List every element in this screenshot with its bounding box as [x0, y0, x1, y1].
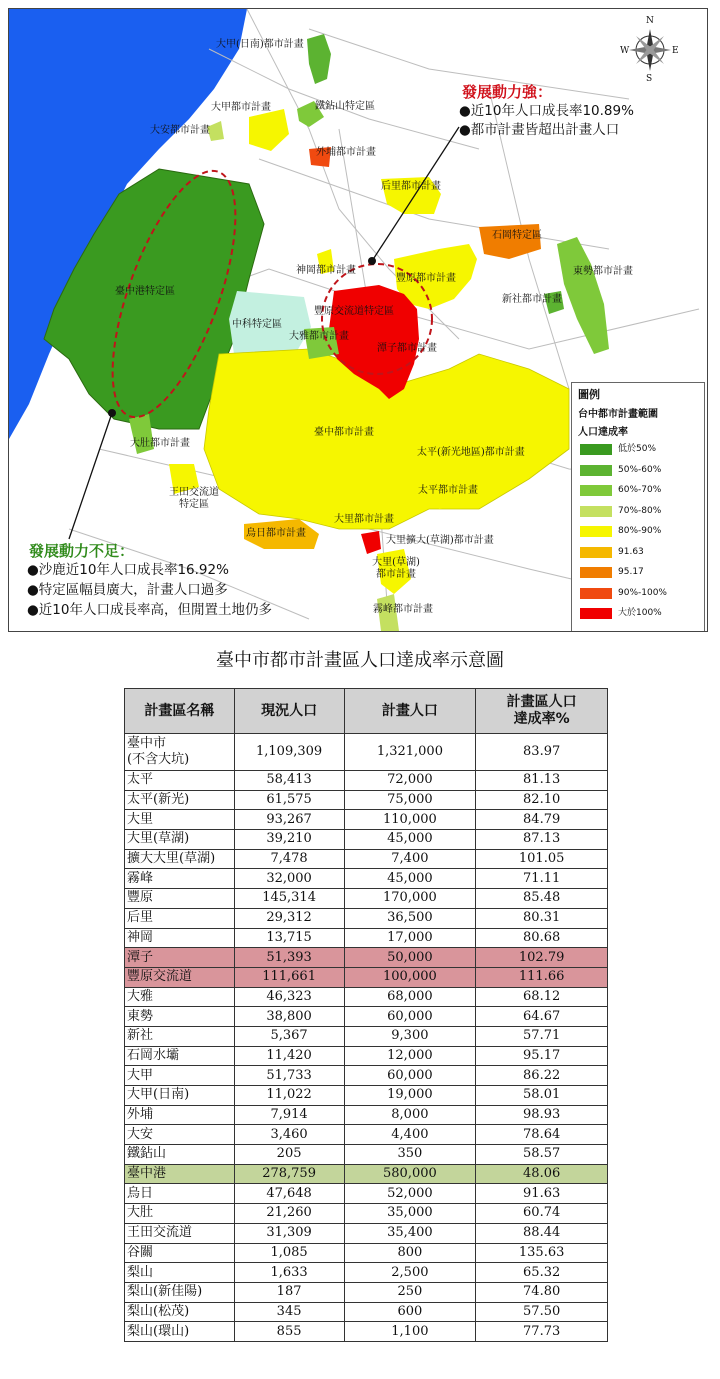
label-taichung-port: 臺中港特定區 — [115, 286, 175, 297]
label-dajia: 大甲都市計畫 — [211, 102, 271, 113]
legend-item — [580, 464, 700, 478]
cell-current: 47,648 — [234, 1184, 344, 1204]
table-row — [125, 1223, 608, 1243]
cell-name: 豐原交流道 — [125, 967, 235, 987]
cell-name: 王田交流道 — [125, 1223, 235, 1243]
cell-planned: 45,000 — [344, 869, 476, 889]
cell-rate: 82.10 — [476, 790, 608, 810]
compass-n: N — [646, 16, 654, 26]
cell-name: 豐原 — [125, 889, 235, 909]
legend-item — [580, 566, 700, 580]
cell-current: 205 — [234, 1145, 344, 1165]
legend-title: 圖例 — [578, 388, 600, 401]
label-waipu: 外埔都市計畫 — [316, 147, 376, 158]
cell-name: 大甲(日南) — [125, 1086, 235, 1106]
cell-rate: 68.12 — [476, 987, 608, 1007]
cell-planned: 600 — [344, 1302, 476, 1322]
label-daya: 大雅都市計畫 — [289, 331, 349, 342]
label-dajia-rinan: 大甲(日南)都市計畫 — [216, 39, 304, 50]
callout-strong-title: 發展動力強： — [462, 83, 553, 101]
cell-current: 11,022 — [234, 1086, 344, 1106]
label-dali: 大里都市計畫 — [334, 514, 394, 525]
cell-planned: 35,400 — [344, 1223, 476, 1243]
label-tiezhenshan: 鐵鉆山特定區 — [315, 101, 375, 112]
table-row — [125, 1125, 608, 1145]
table-row — [125, 1046, 608, 1066]
legend-label: 95.17 — [618, 567, 644, 577]
map-legend — [571, 382, 705, 632]
legend-label: 91.63 — [618, 546, 644, 557]
table-row — [125, 1105, 608, 1125]
legend-item — [580, 505, 700, 519]
cell-rate: 88.44 — [476, 1223, 608, 1243]
cell-rate: 101.05 — [476, 849, 608, 869]
cell-current: 145,314 — [234, 889, 344, 909]
weak-leader — [69, 413, 112, 539]
table-row — [125, 948, 608, 968]
table-row — [125, 1007, 608, 1027]
callout-weak-line: ●近10年人口成長率高，但閒置土地仍多 — [27, 602, 272, 618]
cell-name: 潭子 — [125, 948, 235, 968]
cell-planned: 800 — [344, 1243, 476, 1263]
cell-planned: 2,500 — [344, 1263, 476, 1283]
table-row — [125, 1282, 608, 1302]
cell-name: 梨山 — [125, 1263, 235, 1283]
cell-name: 烏日 — [125, 1184, 235, 1204]
cell-current: 46,323 — [234, 987, 344, 1007]
cell-rate: 65.32 — [476, 1263, 608, 1283]
table-row — [125, 810, 608, 830]
legend-label: 70%-80% — [618, 505, 662, 516]
cell-name: 鐵鉆山 — [125, 1145, 235, 1165]
cell-name: 擴大大里(草湖) — [125, 849, 235, 869]
cell-current: 61,575 — [234, 790, 344, 810]
cell-current: 187 — [234, 1282, 344, 1302]
cell-current: 1,109,309 — [234, 734, 344, 771]
cell-current: 855 — [234, 1322, 344, 1342]
table-row — [125, 928, 608, 948]
cell-name: 霧峰 — [125, 869, 235, 889]
cell-current: 93,267 — [234, 810, 344, 830]
table-row — [125, 987, 608, 1007]
cell-rate: 78.64 — [476, 1125, 608, 1145]
cell-rate: 98.93 — [476, 1105, 608, 1125]
population-table — [124, 688, 608, 1342]
cell-current: 39,210 — [234, 830, 344, 850]
cell-rate: 95.17 — [476, 1046, 608, 1066]
cell-name: 大安 — [125, 1125, 235, 1145]
cell-current: 51,393 — [234, 948, 344, 968]
cell-planned: 60,000 — [344, 1007, 476, 1027]
legend-swatch — [580, 608, 612, 619]
compass-rose-icon — [621, 15, 679, 85]
table-row — [125, 1184, 608, 1204]
cell-planned: 4,400 — [344, 1125, 476, 1145]
table-row — [125, 734, 608, 771]
label-taiping: 太平都市計畫 — [418, 485, 478, 496]
table-row — [125, 889, 608, 909]
cell-rate: 86.22 — [476, 1066, 608, 1086]
cell-rate: 64.67 — [476, 1007, 608, 1027]
callout-strong-line: ●都市計畫皆超出計畫人口 — [459, 122, 620, 138]
table-row — [125, 1026, 608, 1046]
cell-current: 111,661 — [234, 967, 344, 987]
cell-rate: 74.80 — [476, 1282, 608, 1302]
table-row — [125, 1243, 608, 1263]
cell-name: 臺中市 (不含大坑) — [125, 734, 235, 771]
cell-planned: 60,000 — [344, 1066, 476, 1086]
planning-map — [8, 8, 708, 632]
compass-s: S — [646, 74, 653, 84]
cell-name: 大雅 — [125, 987, 235, 1007]
cell-planned: 50,000 — [344, 948, 476, 968]
table-header-row — [125, 689, 608, 734]
label-dali-expand: 大里擴大(草湖)都市計畫 — [386, 535, 494, 546]
cell-rate: 57.71 — [476, 1026, 608, 1046]
cell-current: 5,367 — [234, 1026, 344, 1046]
callout-weak-title: 發展動力不足： — [29, 542, 135, 560]
cell-name: 谷關 — [125, 1243, 235, 1263]
label-houli: 后里都市計畫 — [381, 181, 441, 192]
cell-planned: 250 — [344, 1282, 476, 1302]
legend-label: 90%-100% — [618, 587, 667, 598]
cell-rate: 91.63 — [476, 1184, 608, 1204]
cell-rate: 58.57 — [476, 1145, 608, 1165]
cell-current: 7,478 — [234, 849, 344, 869]
legend-label: 80%-90% — [618, 526, 662, 536]
label-daan: 大安都市計畫 — [150, 125, 210, 136]
label-taichung-city: 臺中都市計畫 — [314, 427, 374, 438]
cell-planned: 36,500 — [344, 908, 476, 928]
header-name: 計畫區名稱 — [125, 689, 235, 734]
label-dadu: 大肚都市計畫 — [130, 438, 190, 449]
table-row — [125, 908, 608, 928]
table-row — [125, 1322, 608, 1342]
table-row — [125, 1086, 608, 1106]
cell-current: 11,420 — [234, 1046, 344, 1066]
cell-rate: 80.31 — [476, 908, 608, 928]
label-fengyuan-road: 豐原交流道特定區 — [314, 306, 394, 317]
callout-strong-line: ●近10年人口成長率10.89% — [459, 103, 634, 119]
cell-current: 51,733 — [234, 1066, 344, 1086]
zone-dajia — [249, 109, 289, 151]
legend-subtitle: 人口達成率 — [578, 427, 628, 438]
figure-caption: 臺中市都市計畫區人口達成率示意圖 — [216, 650, 504, 671]
cell-name: 外埔 — [125, 1105, 235, 1125]
cell-planned: 350 — [344, 1145, 476, 1165]
cell-planned: 8,000 — [344, 1105, 476, 1125]
legend-swatch — [580, 444, 612, 455]
cell-name: 神岡 — [125, 928, 235, 948]
cell-current: 345 — [234, 1302, 344, 1322]
legend-swatch — [580, 485, 612, 496]
cell-rate: 48.06 — [476, 1164, 608, 1184]
label-wufeng: 霧峰都市計畫 — [373, 604, 433, 615]
table-row — [125, 967, 608, 987]
cell-rate: 57.50 — [476, 1302, 608, 1322]
cell-rate: 87.13 — [476, 830, 608, 850]
cell-current: 13,715 — [234, 928, 344, 948]
callout-weak-line: ●特定區幅員廣大，計畫人口過多 — [27, 582, 228, 598]
compass-e: E — [672, 46, 679, 56]
cell-rate: 84.79 — [476, 810, 608, 830]
cell-planned: 100,000 — [344, 967, 476, 987]
cell-name: 大里 — [125, 810, 235, 830]
label-tanzi: 潭子都市計畫 — [377, 343, 437, 354]
cell-rate: 80.68 — [476, 928, 608, 948]
cell-current: 29,312 — [234, 908, 344, 928]
cell-current: 21,260 — [234, 1204, 344, 1224]
cell-name: 后里 — [125, 908, 235, 928]
legend-item — [580, 587, 700, 601]
header-rate: 計畫區人口 達成率% — [476, 689, 608, 734]
legend-swatch — [580, 465, 612, 476]
cell-planned: 7,400 — [344, 849, 476, 869]
cell-rate: 85.48 — [476, 889, 608, 909]
cell-rate: 71.11 — [476, 869, 608, 889]
compass-w: W — [620, 46, 630, 56]
cell-planned: 580,000 — [344, 1164, 476, 1184]
cell-current: 32,000 — [234, 869, 344, 889]
legend-label: 60%-70% — [618, 485, 662, 495]
table-row — [125, 830, 608, 850]
zone-dajia-rinan — [307, 34, 331, 84]
cell-planned: 19,000 — [344, 1086, 476, 1106]
zone-dali-expand — [361, 531, 381, 554]
legend-item — [580, 525, 700, 539]
legend-label: 大於100% — [618, 608, 662, 618]
label-wangtian: 王田交流道特定區 — [169, 487, 219, 510]
cell-name: 大肚 — [125, 1204, 235, 1224]
label-shengang: 神岡都市計畫 — [296, 265, 356, 276]
cell-rate: 60.74 — [476, 1204, 608, 1224]
legend-swatch — [580, 567, 612, 578]
table-row — [125, 849, 608, 869]
callout-weak-line: ●沙鹿近10年人口成長率16.92% — [27, 562, 229, 578]
cell-current: 3,460 — [234, 1125, 344, 1145]
legend-swatch — [580, 547, 612, 558]
label-dali-caohu: 大里(草湖)都市計畫 — [372, 557, 420, 580]
legend-label: 50%-60% — [618, 464, 662, 475]
cell-rate: 102.79 — [476, 948, 608, 968]
cell-rate: 111.66 — [476, 967, 608, 987]
table-row — [125, 869, 608, 889]
label-taiping-xinguang: 太平(新光地區)都市計畫 — [417, 447, 525, 458]
legend-subtitle: 台中都市計畫範圍 — [578, 409, 658, 420]
cell-rate: 81.13 — [476, 771, 608, 791]
cell-name: 梨山(環山) — [125, 1322, 235, 1342]
cell-name: 東勢 — [125, 1007, 235, 1027]
cell-planned: 9,300 — [344, 1026, 476, 1046]
cell-name: 新社 — [125, 1026, 235, 1046]
cell-name: 大里(草湖) — [125, 830, 235, 850]
legend-label: 低於50% — [618, 444, 657, 454]
label-dongshi: 東勢都市計畫 — [573, 266, 633, 277]
cell-planned: 52,000 — [344, 1184, 476, 1204]
cell-current: 1,633 — [234, 1263, 344, 1283]
table-row — [125, 1302, 608, 1322]
cell-name: 梨山(新佳陽) — [125, 1282, 235, 1302]
cell-planned: 75,000 — [344, 790, 476, 810]
label-shigang: 石岡特定區 — [492, 230, 542, 241]
cell-planned: 110,000 — [344, 810, 476, 830]
label-wuri: 烏日都市計畫 — [246, 528, 306, 539]
cell-current: 7,914 — [234, 1105, 344, 1125]
table-row — [125, 1145, 608, 1165]
table-row — [125, 1066, 608, 1086]
cell-name: 石岡水壩 — [125, 1046, 235, 1066]
table-row — [125, 790, 608, 810]
label-zhongke: 中科特定區 — [232, 319, 282, 330]
cell-planned: 72,000 — [344, 771, 476, 791]
cell-current: 278,759 — [234, 1164, 344, 1184]
cell-planned: 17,000 — [344, 928, 476, 948]
table-row — [125, 771, 608, 791]
cell-current: 38,800 — [234, 1007, 344, 1027]
legend-swatch — [580, 506, 612, 517]
cell-planned: 68,000 — [344, 987, 476, 1007]
header-current: 現況人口 — [234, 689, 344, 734]
legend-item — [580, 484, 700, 498]
cell-planned: 35,000 — [344, 1204, 476, 1224]
cell-current: 31,309 — [234, 1223, 344, 1243]
cell-planned: 45,000 — [344, 830, 476, 850]
cell-planned: 170,000 — [344, 889, 476, 909]
cell-rate: 77.73 — [476, 1322, 608, 1342]
header-planned: 計畫人口 — [344, 689, 476, 734]
cell-rate: 83.97 — [476, 734, 608, 771]
cell-name: 大甲 — [125, 1066, 235, 1086]
cell-planned: 12,000 — [344, 1046, 476, 1066]
table-row — [125, 1164, 608, 1184]
legend-swatch — [580, 588, 612, 599]
cell-name: 太平 — [125, 771, 235, 791]
label-fengyuan: 豐原都市計畫 — [396, 273, 456, 284]
cell-planned: 1,321,000 — [344, 734, 476, 771]
cell-current: 1,085 — [234, 1243, 344, 1263]
legend-item — [580, 546, 700, 560]
legend-item — [580, 607, 700, 621]
label-xinshe: 新社都市計畫 — [502, 294, 562, 305]
cell-name: 太平(新光) — [125, 790, 235, 810]
cell-rate: 58.01 — [476, 1086, 608, 1106]
cell-current: 58,413 — [234, 771, 344, 791]
cell-name: 臺中港 — [125, 1164, 235, 1184]
legend-swatch — [580, 526, 612, 537]
cell-name: 梨山(松茂) — [125, 1302, 235, 1322]
cell-rate: 135.63 — [476, 1243, 608, 1263]
table-row — [125, 1263, 608, 1283]
table-row — [125, 1204, 608, 1224]
cell-planned: 1,100 — [344, 1322, 476, 1342]
legend-item — [580, 443, 700, 457]
